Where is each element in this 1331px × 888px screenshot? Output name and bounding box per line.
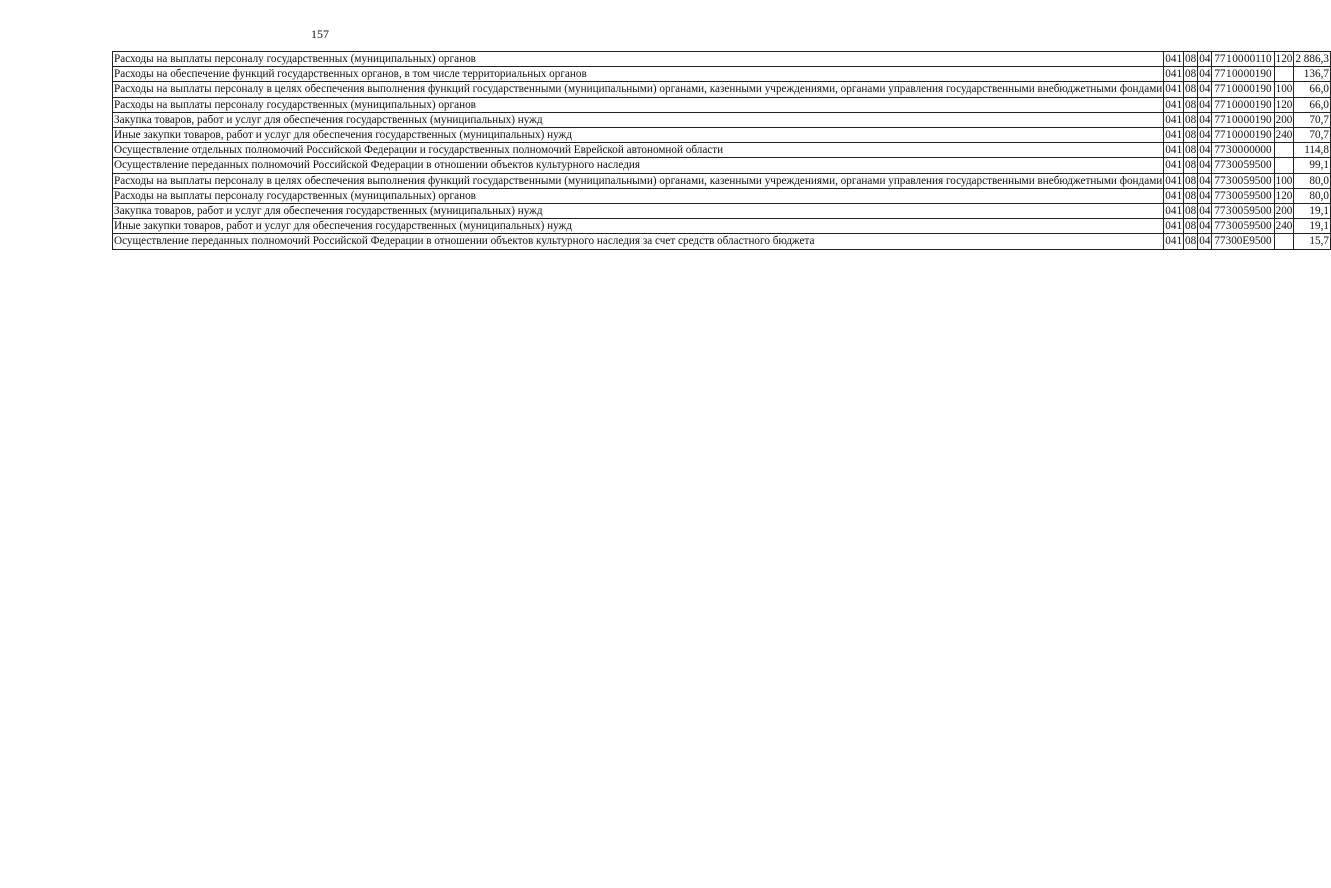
- table-row: [113, 219, 1331, 234]
- target-article-cell: [1212, 173, 1274, 188]
- expense-name-cell: Закупка товаров, работ и услуг для обеспечения государственных (муниципальных) нужд: [113, 112, 1164, 127]
- program-code: 77: [1214, 144, 1226, 157]
- code-end: 00110: [1244, 53, 1272, 65]
- expense-name-cell: Расходы на обеспечение функций государственных органов, в том числе территориальных органов: [113, 67, 1164, 82]
- expense-name-cell: Иные закупки товаров, работ и услуг для обеспечения государственных (муниципальных) нужд: [113, 219, 1164, 234]
- ministry-code-cell: 041: [1165, 98, 1183, 111]
- amount-cell: 80,0: [1294, 173, 1331, 188]
- amount-cell: 66,0: [1294, 82, 1331, 97]
- code-end: 59500: [1243, 174, 1272, 187]
- subsection-code-cell: 04: [1199, 129, 1211, 142]
- expense-name-cell: Иные закупки товаров, работ и услуг для обеспечения государственных (муниципальных) нужд: [113, 128, 1164, 143]
- expense-kind-cell: 200: [1275, 205, 1293, 218]
- subprogram-code: 3: [1226, 205, 1232, 218]
- expense-kind-cell: 120: [1275, 98, 1293, 111]
- section-code-cell: 08: [1185, 159, 1197, 172]
- amount-cell: 136,7: [1294, 67, 1331, 82]
- subsection-code-cell: 04: [1199, 68, 1211, 81]
- ministry-code-cell: 041: [1165, 189, 1183, 202]
- expense-name-cell: Осуществление переданных полномочий Российской Федерации в отношении объектов культурного наследия: [113, 158, 1164, 173]
- target-article-cell: [1212, 234, 1274, 249]
- program-code: 77: [1214, 98, 1226, 111]
- ministry-code-cell: 041: [1165, 174, 1183, 187]
- ministry-code-cell: 041: [1165, 159, 1183, 172]
- ministry-code-cell: 041: [1165, 205, 1183, 218]
- subprogram-code: 1: [1226, 83, 1232, 96]
- target-article-cell: [1212, 143, 1274, 158]
- code-end: 59500: [1243, 189, 1272, 202]
- amount-cell: 19,1: [1294, 219, 1331, 234]
- subsection-code-cell: 04: [1199, 144, 1211, 157]
- program-code: 77: [1214, 205, 1226, 218]
- code-middle: 00: [1232, 144, 1244, 157]
- subprogram-code: 3: [1226, 189, 1232, 202]
- amount-cell: 66,0: [1294, 97, 1331, 112]
- section-code-cell: 08: [1185, 98, 1197, 111]
- subprogram-code: 3: [1226, 144, 1232, 157]
- program-code: 77: [1214, 235, 1226, 248]
- subprogram-code: 3: [1226, 220, 1232, 233]
- budget-table: [112, 51, 1331, 250]
- expense-name-cell: Осуществление отдельных полномочий Российской Федерации и государственных полномочий Еврейской автономной области: [113, 143, 1164, 158]
- subsection-code-cell: 04: [1199, 98, 1211, 111]
- target-article-cell: [1212, 128, 1274, 143]
- expense-kind-cell: 200: [1275, 113, 1293, 126]
- table-row: [113, 97, 1331, 112]
- amount-cell: 80,0: [1294, 188, 1331, 203]
- table-row: [113, 52, 1331, 67]
- table-row: [113, 204, 1331, 219]
- amount-cell: 19,1: [1294, 204, 1331, 219]
- program-code: 77: [1214, 189, 1226, 202]
- subsection-code-cell: 04: [1199, 113, 1211, 126]
- table-row: [113, 112, 1331, 127]
- expense-kind-cell: [1274, 158, 1294, 173]
- program-code: 77: [1214, 220, 1226, 233]
- subsection-code-cell: 04: [1199, 205, 1211, 218]
- program-code: 77: [1214, 68, 1226, 81]
- section-code-cell: 08: [1185, 83, 1197, 96]
- code-end: 59500: [1243, 205, 1272, 218]
- expense-kind-cell: 100: [1275, 83, 1293, 96]
- code-end: 00190: [1243, 113, 1272, 126]
- code-end: E9500: [1242, 235, 1272, 248]
- subsection-code-cell: 04: [1199, 220, 1211, 233]
- program-code: 77: [1214, 113, 1226, 126]
- target-article-cell: [1212, 158, 1274, 173]
- code-middle: 00: [1231, 235, 1243, 248]
- code-middle: 00: [1232, 189, 1244, 202]
- program-code: 77: [1214, 174, 1226, 187]
- program-code: 77: [1214, 53, 1226, 65]
- table-row: [113, 188, 1331, 203]
- expense-name-cell: Расходы на выплаты персоналу государственных (муниципальных) органов: [113, 188, 1164, 203]
- table-row: [113, 67, 1331, 82]
- subprogram-code: 3: [1225, 235, 1232, 248]
- expense-kind-cell: 100: [1275, 174, 1293, 187]
- amount-cell: 2 886,3: [1295, 53, 1329, 65]
- expense-kind-cell: 120: [1275, 53, 1293, 65]
- target-article-cell: [1212, 204, 1274, 219]
- section-code-cell: 08: [1185, 220, 1197, 233]
- expense-kind-cell: 240: [1275, 129, 1293, 142]
- expense-name-cell: Осуществление переданных полномочий Российской Федерации в отношении объектов культурного наследия за счет средств областного бюджета: [113, 234, 1164, 249]
- subprogram-code: 1: [1226, 98, 1232, 111]
- subsection-code-cell: 04: [1199, 189, 1211, 202]
- code-middle: 00: [1232, 113, 1244, 126]
- expense-name-cell: Расходы на выплаты персоналу в целях обеспечения выполнения функций государственными (муниципальными) органами, казенными учреждениями, органами управления государственными внебюджетными фондами: [114, 83, 1163, 96]
- code-middle: 00: [1232, 159, 1244, 172]
- expense-kind-cell: 120: [1275, 189, 1293, 202]
- subsection-code-cell: 04: [1199, 174, 1211, 187]
- ministry-code-cell: 041: [1165, 220, 1183, 233]
- subsection-code-cell: 04: [1199, 53, 1211, 65]
- page-number: 157: [311, 27, 329, 41]
- code-middle: 00: [1232, 220, 1244, 233]
- code-middle: 00: [1232, 83, 1244, 96]
- code-end: 59500: [1243, 220, 1272, 233]
- subsection-code-cell: 04: [1199, 235, 1211, 248]
- section-code-cell: 08: [1185, 189, 1197, 202]
- code-middle: 00: [1232, 98, 1244, 111]
- program-code: 77: [1214, 83, 1226, 96]
- expense-kind-cell: [1274, 143, 1294, 158]
- subprogram-code: 1: [1226, 53, 1232, 65]
- code-middle: 00: [1232, 174, 1244, 187]
- subsection-code-cell: 04: [1199, 159, 1211, 172]
- code-middle: 00: [1232, 129, 1244, 142]
- subprogram-code: 1: [1226, 113, 1232, 126]
- code-middle: 00: [1232, 205, 1244, 218]
- table-row: [113, 173, 1331, 188]
- section-code-cell: 08: [1185, 53, 1197, 65]
- section-code-cell: 08: [1185, 174, 1197, 187]
- section-code-cell: 08: [1185, 235, 1197, 248]
- code-end: 00190: [1243, 98, 1272, 111]
- ministry-code-cell: 041: [1165, 144, 1183, 157]
- section-code-cell: 08: [1185, 129, 1197, 142]
- subprogram-code: 1: [1226, 129, 1232, 142]
- table-row: [113, 234, 1331, 249]
- subprogram-code: 1: [1226, 68, 1232, 81]
- section-code-cell: 08: [1185, 144, 1197, 157]
- budget-table-body: [113, 52, 1331, 250]
- expense-name-cell: Расходы на выплаты персоналу государственных (муниципальных) органов: [113, 52, 1164, 67]
- expense-name-cell: Закупка товаров, работ и услуг для обеспечения государственных (муниципальных) нужд: [113, 204, 1164, 219]
- expense-kind-cell: 240: [1275, 220, 1293, 233]
- expense-name-cell: Расходы на выплаты персоналу государственных (муниципальных) органов: [113, 97, 1164, 112]
- target-article-cell: [1212, 52, 1274, 67]
- code-middle: 00: [1232, 68, 1244, 81]
- ministry-code-cell: 041: [1165, 68, 1183, 81]
- code-end: 00190: [1243, 68, 1272, 81]
- amount-cell: 70,7: [1294, 112, 1331, 127]
- code-end: 59500: [1243, 159, 1272, 172]
- ministry-code-cell: 041: [1165, 235, 1183, 248]
- expense-kind-cell: [1274, 67, 1294, 82]
- target-article-cell: [1212, 67, 1274, 82]
- table-row: [113, 128, 1331, 143]
- program-code: 77: [1214, 159, 1226, 172]
- ministry-code-cell: 041: [1165, 53, 1183, 65]
- subprogram-code: 3: [1226, 174, 1232, 187]
- table-row: [113, 82, 1331, 97]
- code-end: 00000: [1243, 144, 1272, 157]
- target-article-cell: [1212, 82, 1274, 97]
- target-article-cell: [1212, 97, 1274, 112]
- amount-cell: 114,8: [1294, 143, 1331, 158]
- table-row: [113, 158, 1331, 173]
- subsection-code-cell: 04: [1199, 83, 1211, 96]
- expense-kind-cell: [1274, 234, 1294, 249]
- expense-name-cell: Расходы на выплаты персоналу в целях обеспечения выполнения функций государственными (муниципальными) органами, казенными учреждениями, органами управления государственными внебюджетными фондами: [114, 174, 1163, 187]
- ministry-code-cell: 041: [1165, 83, 1183, 96]
- amount-cell: 99,1: [1294, 158, 1331, 173]
- amount-cell: 15,7: [1294, 234, 1331, 249]
- code-middle: 00: [1232, 53, 1244, 65]
- ministry-code-cell: 041: [1165, 113, 1183, 126]
- program-code: 77: [1214, 129, 1226, 142]
- target-article-cell: [1212, 219, 1274, 234]
- code-end: 00190: [1243, 129, 1272, 142]
- section-code-cell: 08: [1185, 68, 1197, 81]
- ministry-code-cell: 041: [1165, 129, 1183, 142]
- section-code-cell: 08: [1185, 113, 1197, 126]
- target-article-cell: [1212, 188, 1274, 203]
- section-code-cell: 08: [1185, 205, 1197, 218]
- code-end: 00190: [1243, 83, 1272, 96]
- table-row: [113, 143, 1331, 158]
- subprogram-code: 3: [1226, 159, 1232, 172]
- target-article-cell: [1212, 112, 1274, 127]
- amount-cell: 70,7: [1294, 128, 1331, 143]
